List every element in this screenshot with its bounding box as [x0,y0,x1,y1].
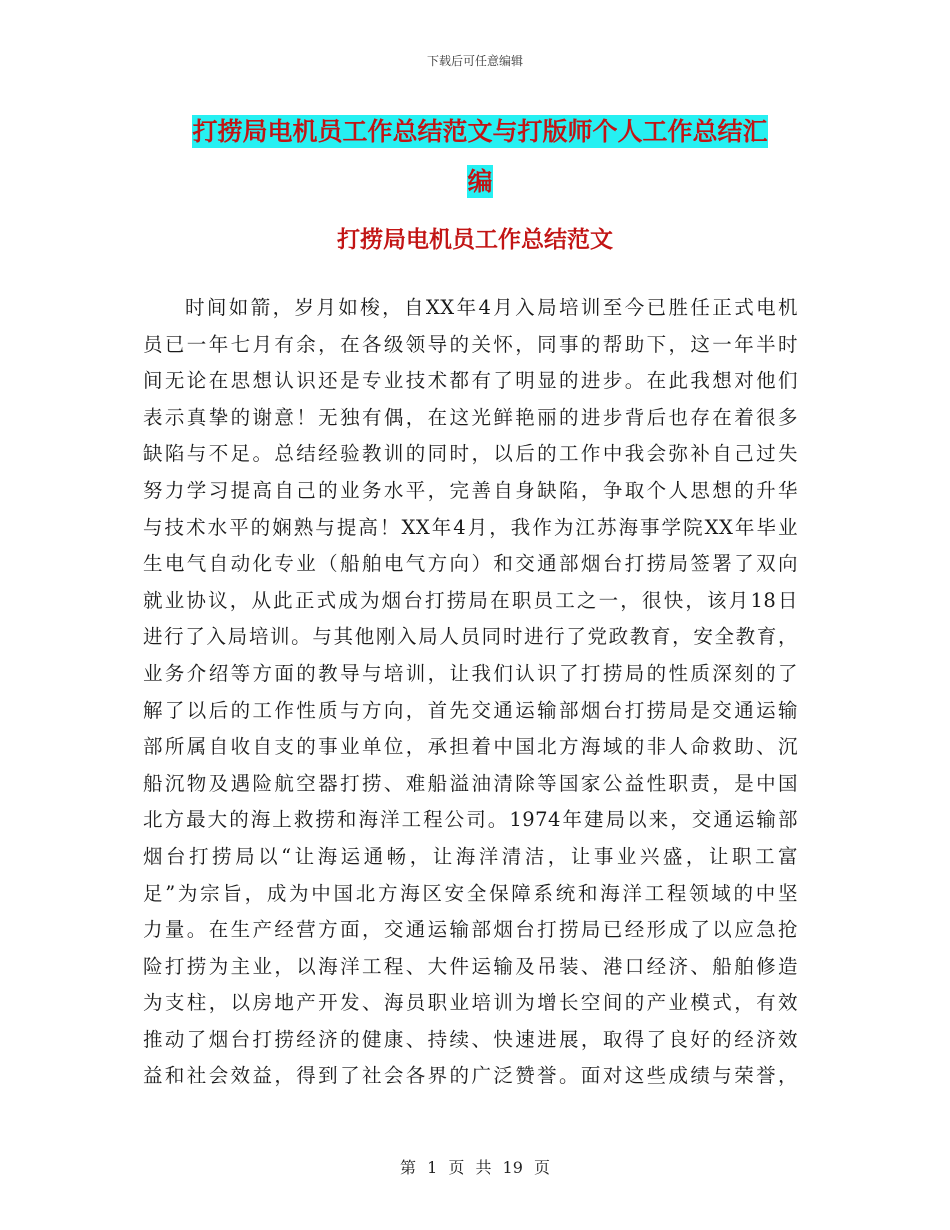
paragraph-line: 力量。在生产经营方面，交通运输部烟台打捞局已经形成了以应急抢 [143,918,798,942]
paragraph-line: 为支柱，以房地产开发、海员职业培训为增长空间的产业模式，有效 [143,991,798,1015]
paragraph-line: 解了以后的工作性质与方向，首先交通运输部烟台打捞局是交通运输 [143,698,798,722]
paragraph-line: 推动了烟台打捞经济的健康、持续、快速进展，取得了良好的经济效 [143,1027,798,1051]
paragraph-line: 缺陷与不足。总结经验教训的同时，以后的工作中我会弥补自己过失 [143,442,798,466]
paragraph-line: 进行了入局培训。与其他刚入局人员同时进行了党政教育，安全教育， [143,625,798,649]
paragraph-line: 北方最大的海上救捞和海洋工程公司。1974年建局以来，交通运输部 [143,808,798,832]
document-title [150,108,810,208]
page-footer: 第 1 页 共 19 页 [400,1158,550,1177]
paragraph-line: 烟台打捞局以“让海运通畅，让海洋清洁，让事业兴盛，让职工富 [143,844,798,868]
paragraph-line: 生电气自动化专业（船舶电气方向）和交通部烟台打捞局签署了双向 [143,552,798,576]
paragraph-line: 时间如箭，岁月如梭，自XX年4月入局培训至今已胜任正式电机 [185,296,798,319]
paragraph-line: 益和社会效益，得到了社会各界的广泛赞誉。面对这些成绩与荣誉， [143,1064,798,1088]
paragraph-line: 足”为宗旨，成为中国北方海区安全保障系统和海洋工程领域的中坚 [143,881,798,905]
paragraph-line: 间无论在思想认识还是专业技术都有了明显的进步。在此我想对他们 [143,369,798,393]
section-title: 打捞局电机员工作总结范文 [337,226,613,253]
paragraph-line: 船沉物及遇险航空器打捞、难船溢油清除等国家公益性职责，是中国 [143,771,798,795]
paragraph-line: 就业协议，从此正式成为烟台打捞局在职员工之一，很快，该月18日 [143,588,798,612]
document-title-line-2: 编 [467,167,493,196]
paragraph-line: 表示真挚的谢意！无独有偶，在这光鲜艳丽的进步背后也存在着很多 [143,405,798,429]
paragraph-line: 员已一年七月有余，在各级领导的关怀，同事的帮助下，这一年半时 [143,332,798,356]
header-note: 下载后可任意编辑 [426,54,523,68]
paragraph-line: 与技术水平的娴熟与提高！XX年4月，我作为江苏海事学院XX年毕业 [143,515,798,539]
paragraph-line: 部所属自收自支的事业单位，承担着中国北方海域的非人命救助、沉 [143,735,798,759]
body-paragraph [143,290,798,1095]
paragraph-line: 业务介绍等方面的教导与培训，让我们认识了打捞局的性质深刻的了 [143,661,798,685]
paragraph-line: 险打捞为主业，以海洋工程、大件运输及吊装、港口经济、船舶修造 [143,954,798,978]
paragraph-line: 努力学习提高自己的业务水平，完善自身缺陷，争取个人思想的升华 [143,478,798,502]
document-title-line-1: 打捞局电机员工作总结范文与打版师个人工作总结汇 [192,117,768,146]
